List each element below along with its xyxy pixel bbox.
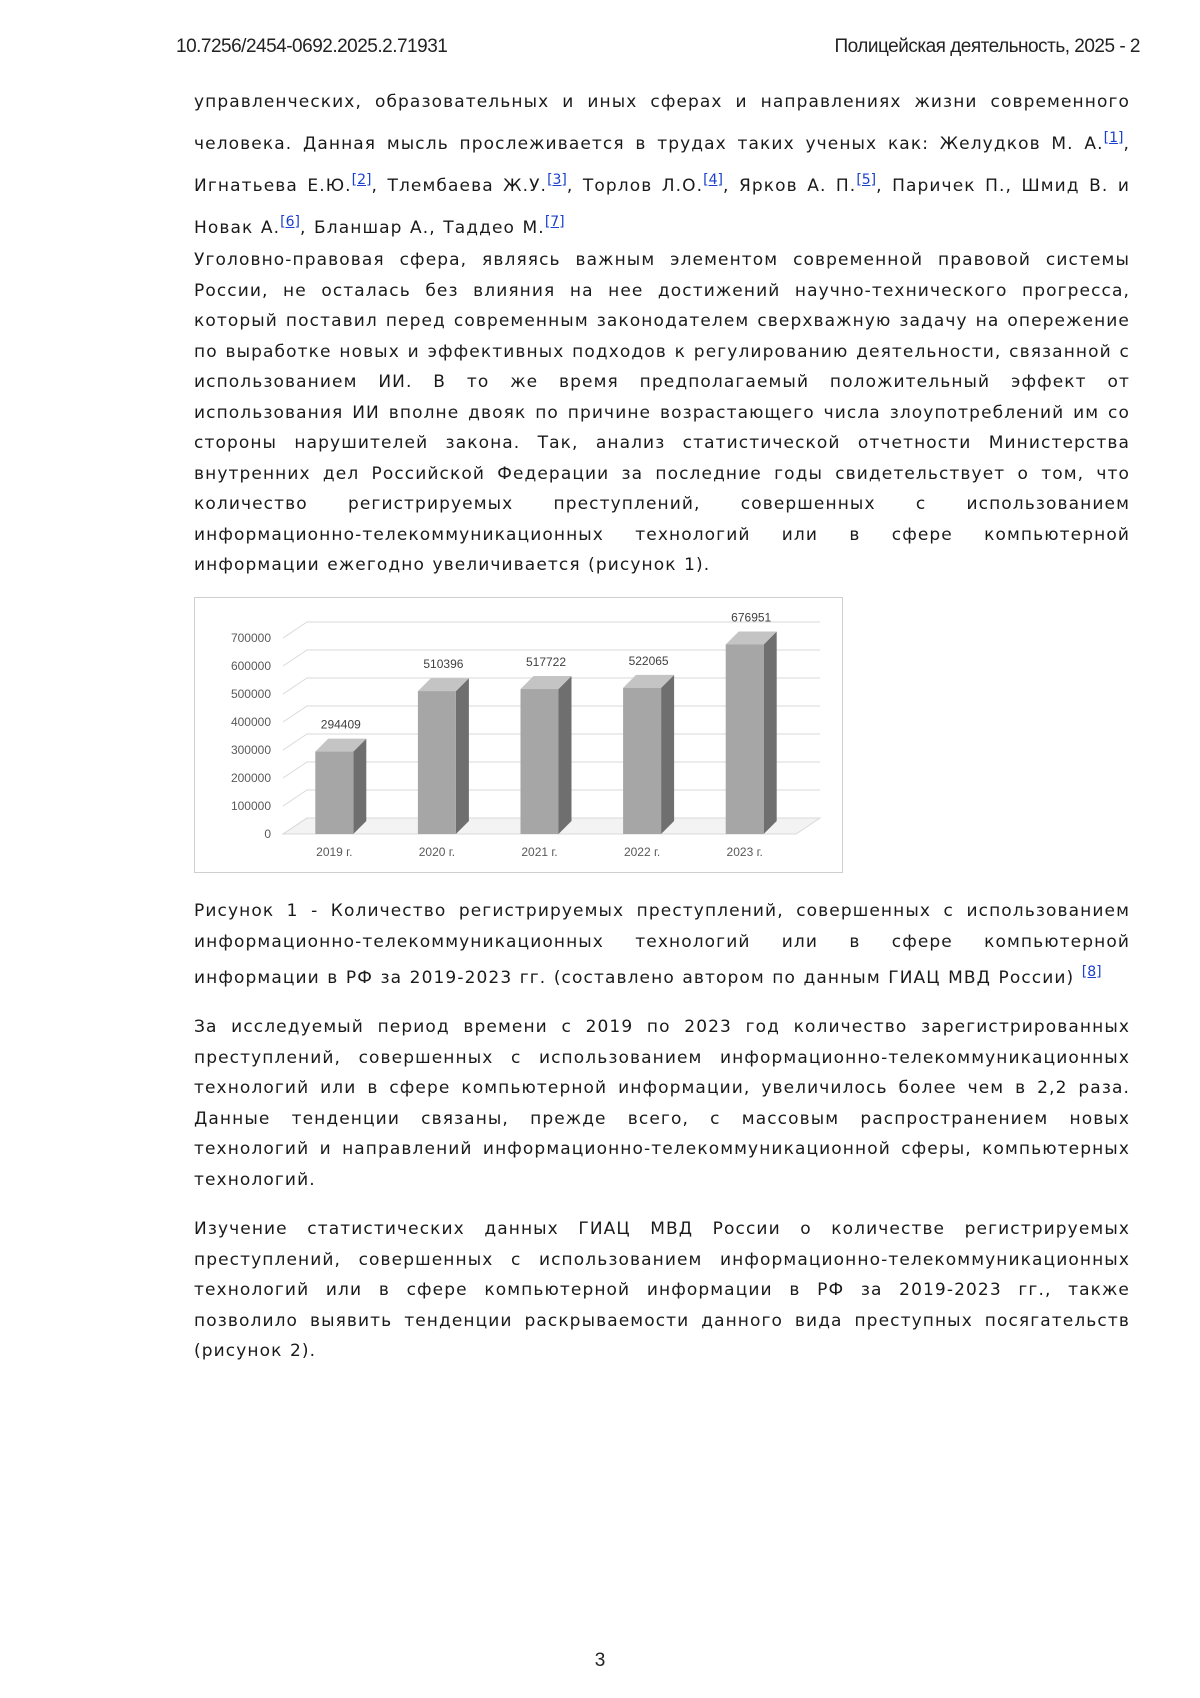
y-tick-label: 500000: [230, 687, 271, 701]
reference-link-7[interactable]: [7]: [544, 214, 565, 230]
para1-text-2: , Игнатьева Е.Ю.: [194, 134, 1130, 196]
y-tick-label: 0: [264, 827, 271, 841]
paragraph-authors: [194, 84, 1130, 246]
reference-link-4[interactable]: [4]: [703, 172, 724, 188]
data-label: 522065: [628, 653, 669, 668]
bar-side: [456, 678, 469, 834]
running-header: [176, 36, 1140, 60]
x-tick-label: 2020 г.: [418, 845, 456, 859]
y-tick-label: 700000: [230, 631, 271, 645]
y-tick-label: 200000: [230, 771, 271, 785]
x-tick-label: 2021 г.: [521, 845, 558, 859]
bar: [623, 688, 661, 834]
para1-text-7: , Бланшар А., Таддео М.: [299, 218, 545, 238]
bar-chart: [195, 598, 844, 874]
para1-text-3: , Тлембаева Ж.У.: [371, 176, 548, 196]
reference-link-3[interactable]: [3]: [547, 172, 567, 188]
y-tick-label: 300000: [230, 743, 271, 757]
bar-side: [559, 676, 572, 834]
para1-text-1: управленческих, образовательных и иных сферах и направлениях жизни современного человека. Данная мысль прослеживается в трудах таких ученых как: Желудков М. А.: [194, 92, 1130, 154]
paragraph-study: Изучение статистических данных ГИАЦ МВД России о количестве регистрируемых преступлений, совершенных с использованием информационно-телекоммуникационных технологий или в сфере компьютерной информации в РФ за 2019-2023 гг., также позволило выявить тенденции раскрываемости данного вида преступных посягательств (рисунок 2).: [194, 1219, 1130, 1361]
y-tick-label: 600000: [230, 659, 271, 673]
page-number: 3: [594, 1650, 606, 1671]
data-label: 294409: [320, 717, 361, 732]
para1-text-4: , Торлов Л.О.: [566, 176, 704, 196]
para1-text-6: , Паричек П., Шмид В. и Новак А.: [194, 176, 1130, 238]
reference-link-5[interactable]: [5]: [856, 172, 877, 188]
y-tick-label: 400000: [230, 715, 271, 729]
bar: [521, 689, 559, 834]
x-tick-label: 2019 г.: [316, 845, 353, 859]
bar-side: [661, 675, 674, 834]
paragraph-growth: За исследуемый период времени с 2019 по 2023 год количество зарегистрированных преступлений, совершенных с использованием информационно-телекоммуникационных технологий или в сфере компьютерной информации, увеличилось более чем в 2,2 раза. Данные тенденции связаны, прежде всего, с массовым распространением новых технологий и направлений информационно-телекоммуникационной сферы, компьютерных технологий.: [194, 1017, 1130, 1190]
para1-text-5: , Ярков А. П.: [723, 176, 857, 196]
reference-link-2[interactable]: [2]: [351, 172, 372, 188]
bar: [315, 752, 353, 834]
reference-link-6[interactable]: [6]: [280, 214, 300, 230]
paragraph-criminal-law: Уголовно-правовая сфера, являясь важным элементом современной правовой системы России, не осталась без влияния на нее достижений научно-технического прогресса, который поставил перед современным законодателем сверхважную задачу на опережение по выработке новых и эффективных подходов к регулированию деятельности, связанной с использованием ИИ. В то же время предполагаемый положительный эффект от использования ИИ вполне двояк по причине возрастающего числа злоупотреблений им со стороны нарушителей закона. Так, анализ статистической отчетности Министерства внутренних дел Российской Федерации за последние годы свидетельствует о том, что количество регистрируемых преступлений, совершенных с использованием информационно-телекоммуникационных технологий или в сфере компьютерной информации ежегодно увеличивается (рисунок 1).: [194, 250, 1130, 575]
x-tick-label: 2022 г.: [623, 845, 661, 859]
caption-text: Рисунок 1 - Количество регистрируемых преступлений, совершенных с использованием информационно-телекоммуникационных технологий или в сфере компьютерной информации в РФ за 2019-2023 гг. (составлено автором по данным ГИАЦ МВД России): [194, 901, 1130, 988]
doi-text: 10.7256/2454-0692.2025.2.71931: [176, 36, 448, 57]
figure-1-caption: [194, 896, 1130, 994]
data-label: 517722: [525, 655, 567, 670]
data-label: 510396: [423, 657, 464, 672]
figure-1-chart: [194, 597, 843, 873]
bar-side: [353, 739, 366, 834]
bar: [418, 691, 456, 834]
x-tick-label: 2023 г.: [726, 845, 763, 859]
y-tick-label: 100000: [230, 799, 271, 813]
reference-link-8[interactable]: [8]: [1081, 964, 1102, 980]
reference-link-1[interactable]: [1]: [1103, 130, 1124, 146]
journal-title: Полицейская деятельность, 2025 - 2: [834, 36, 1140, 57]
bar: [726, 644, 764, 834]
bar-side: [764, 631, 777, 834]
data-label: 676951: [731, 610, 772, 625]
